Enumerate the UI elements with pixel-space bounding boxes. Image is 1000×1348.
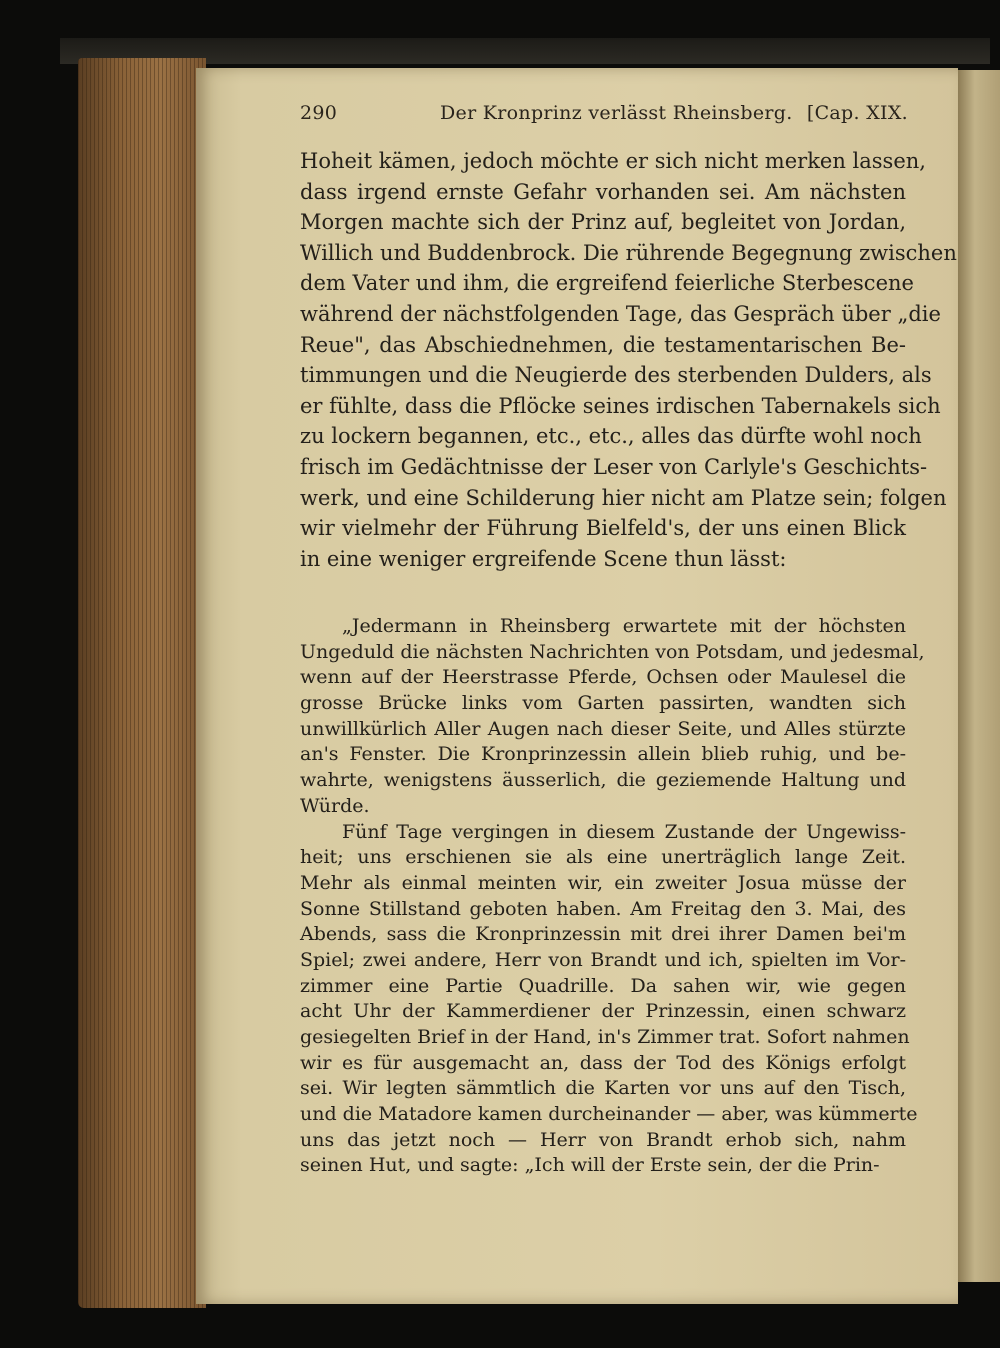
text-line: Würde. <box>300 794 370 817</box>
text-line: Abends, sass die Kronprinzessin mit drei ihrer Damen bei'm <box>300 923 906 946</box>
text-line: „Jedermann in Rheinsberg erwartete mit der höchsten <box>342 615 906 637</box>
text-line: an's Fenster. Die Kronprinzessin allein blieb ruhig, und be- <box>300 743 906 766</box>
text-line: timmungen und die Neugierde des sterbenden Dulders, als <box>300 363 932 388</box>
text-line: uns das jetzt noch — Herr von Brandt erhob sich, nahm <box>300 1128 906 1151</box>
text-line: Hoheit kämen, jedoch möchte er sich nicht merken lassen, <box>300 149 926 173</box>
text-line: Willich und Buddenbrock. Die rührende Begegnung zwischen <box>300 240 957 265</box>
text-line: Mehr als einmal meinten wir, ein zweiter Josua müsse der <box>300 871 906 894</box>
text-line: Sonne Stillstand geboten haben. Am Freitag den 3. Mai, des <box>300 897 906 920</box>
text-line: zimmer eine Partie Quadrille. Da sahen wir, wie gegen <box>300 974 906 997</box>
text-line: frisch im Gedächtnisse der Leser von Carlyle's Geschichts- <box>300 454 928 479</box>
text-line: Spiel; zwei andere, Herr von Brandt und ich, spielten im Vor- <box>300 948 906 971</box>
running-title: Der Kronprinz verlässt Rheinsberg. <box>440 102 793 124</box>
book-page-edges <box>78 58 206 1308</box>
quoted-passage <box>300 614 925 1179</box>
text-line: acht Uhr der Kammerdiener der Prinzessin, einen schwarz <box>300 1000 906 1023</box>
text-line: heit; uns erschienen sie als eine unerträglich lange Zeit. <box>300 846 906 869</box>
text-line: während der nächstfolgenden Tage, das Gespräch über „die <box>300 301 941 326</box>
text-line: seinen Hut, und sagte: „Ich will der Erste sein, der die Prin- <box>300 1154 880 1177</box>
chapter-label: [Cap. XIX. <box>806 102 908 124</box>
text-line: wahrte, wenigstens äusserlich, die geziemende Haltung und <box>300 769 906 792</box>
text-line: zu lockern begannen, etc., etc., alles das dürfte wohl noch <box>300 424 922 449</box>
text-line: Reue", das Abschiednehmen, die testamentarischen Be- <box>300 332 906 357</box>
text-line: sei. Wir legten sämmtlich die Karten vor uns auf den Tisch, <box>300 1077 906 1100</box>
text-line: Morgen machte sich der Prinz auf, begleitet von Jordan, <box>300 210 906 235</box>
text-line: dass irgend ernste Gefahr vorhanden sei. Am nächsten <box>300 179 906 204</box>
text-line: in eine weniger ergreifende Scene thun lässt: <box>300 546 787 571</box>
running-header <box>300 102 908 130</box>
text-line: Ungeduld die nächsten Nachrichten von Potsdam, und jedesmal, <box>300 640 925 663</box>
text-line: wir es für ausgemacht an, dass der Tod des Königs erfolgt <box>300 1051 906 1074</box>
adjacent-page-edge <box>958 70 1000 1282</box>
text-line: und die Matadore kamen durcheinander — aber, was kümmerte <box>300 1103 918 1126</box>
main-paragraph <box>300 146 957 574</box>
text-line: unwillkürlich Aller Augen nach dieser Seite, und Alles stürzte <box>300 717 906 740</box>
text-line: wir vielmehr der Führung Bielfeld's, der uns einen Blick <box>300 516 906 541</box>
text-line: werk, und eine Schilderung hier nicht am Platze sein; folgen <box>300 485 947 510</box>
text-line: Fünf Tage vergingen in diesem Zustande der Ungewiss- <box>342 820 906 843</box>
text-line: er fühlte, dass die Pflöcke seines irdischen Tabernakels sich <box>300 393 941 418</box>
text-line: grosse Brücke links vom Garten passirten, wandten sich <box>300 692 906 715</box>
page-number: 290 <box>300 102 338 124</box>
text-line: wenn auf der Heerstrasse Pferde, Ochsen oder Maulesel die <box>300 666 906 689</box>
text-line: dem Vater und ihm, die ergreifend feierliche Sterbescene <box>300 271 914 296</box>
text-line: gesiegelten Brief in der Hand, in's Zimmer trat. Sofort nahmen <box>300 1026 910 1048</box>
